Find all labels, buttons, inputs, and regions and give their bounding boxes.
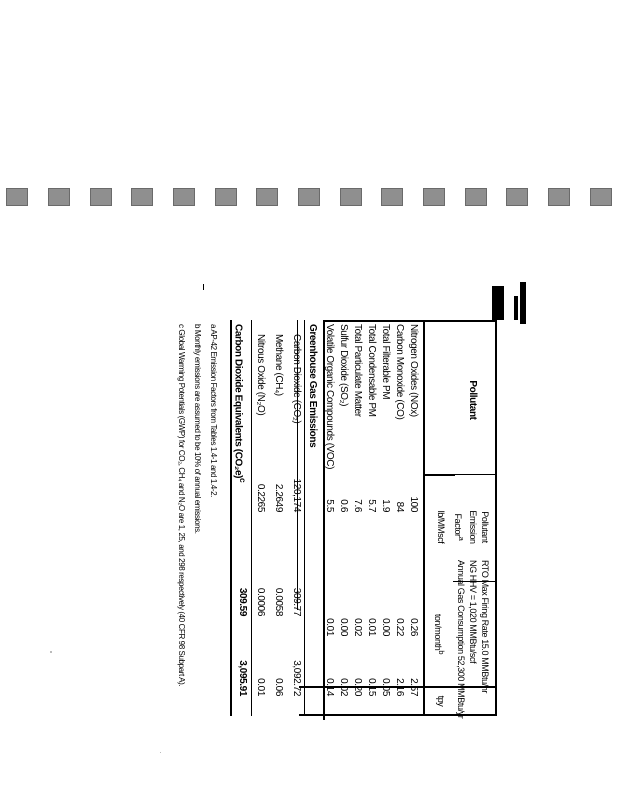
factor-value: 7.6 <box>352 499 363 512</box>
factor-header-line-2: Emission <box>468 510 478 544</box>
tpy-value: 3,092.72 <box>291 660 302 696</box>
header-bottom-rule <box>423 320 425 716</box>
footnote-a: a AP-42 Emission Factors from Tables 1.4-1 and 1.4-2. <box>209 324 218 497</box>
pollutant-name: Total Condensable PM <box>366 324 377 417</box>
factor-value: 1.9 <box>380 499 391 512</box>
redaction-mark <box>514 296 518 320</box>
ton-month-value: 309.77 <box>291 587 302 616</box>
ng-hhv: NG HHV = 1,020 MMBtu/scf <box>468 560 478 664</box>
factor-value: 5.5 <box>324 499 335 512</box>
pollutant-header: Pollutant <box>467 380 478 420</box>
factor-value: 120,174 <box>291 478 302 512</box>
tpy-value: 0.05 <box>380 678 391 696</box>
factor-value: 5.7 <box>366 499 377 512</box>
ton-month-value: 0.01 <box>324 618 335 636</box>
pollutant-name: Carbon Monoxide (CO) <box>394 324 405 420</box>
pollutant-name: Total Particulate Matter <box>352 324 363 417</box>
table-top-border <box>495 320 497 716</box>
ton-month-value: 0.02 <box>352 618 363 636</box>
ton-month-value: 0.22 <box>394 618 405 636</box>
tpy-value: 0.20 <box>352 678 363 696</box>
total-top-rule <box>251 320 252 716</box>
co2e-tpy: 3,095.91 <box>237 660 248 696</box>
factor-value: 84 <box>394 501 405 512</box>
redaction-mark <box>520 282 526 324</box>
pollutant-name: Volatile Organic Compounds (VOC) <box>324 324 335 470</box>
ton-month-value: 0.0058 <box>273 587 284 616</box>
ghg-divider <box>304 320 305 716</box>
factor-header-line-3: Factor$^a$ <box>453 513 466 541</box>
ghg-pollutant-name: Nitrous Oxide (N₂O) <box>255 334 266 416</box>
ghg-pollutant-name: Carbon Dioxide (CO₂) <box>291 334 302 424</box>
tpy-value: 0.15 <box>366 678 377 696</box>
tpy-value: 0.02 <box>338 678 349 696</box>
pollutant-name: Sulfur Dioxide (SO₂) <box>338 324 349 407</box>
ton-month-value: 0.01 <box>366 618 377 636</box>
co2e-ton-month: 309.59 <box>237 587 248 616</box>
footnote-c: c Global Warming Potentials (GWP) for CO₂, CH₄ and N₂O are 1, 25, and 298 respectively (40 CFR 98 Subpart A). <box>177 324 186 687</box>
redaction-mark <box>203 284 204 290</box>
ton-month-value: 0.0006 <box>255 587 266 616</box>
pollutant-name: Nitrogen Oxides (NOx) <box>408 324 419 417</box>
factor-value: 0.6 <box>338 499 349 512</box>
tpy-value: 0.14 <box>324 678 335 696</box>
ghg-section-title: Greenhouse Gas Emissions <box>307 324 318 448</box>
tpy-value: 2.16 <box>394 678 405 696</box>
ghg-pollutant-name: Methane (CH₄) <box>273 334 284 396</box>
factor-units: lb/MMscf <box>436 510 446 544</box>
rto-firing-rate: RTO Max Firing Rate 15.0 MMBtu/hr <box>480 560 490 694</box>
ton-month-value: 0.00 <box>338 618 349 636</box>
annual-gas-consumption: Annual Gas Consumption 52,300 MMBtu/yr <box>456 560 466 719</box>
table-left-border <box>325 320 497 322</box>
ton-month-value: 0.26 <box>408 618 419 636</box>
tpy-value: 0.01 <box>255 678 266 696</box>
total-bottom-rule <box>230 320 232 716</box>
factor-value: 2.2649 <box>273 483 284 512</box>
footnote-b: b Monthly emissions are assumed to be 10% of annual emissions. <box>193 324 202 534</box>
factor-header-line-1: Pollutant <box>480 511 490 543</box>
factor-value: 100 <box>408 496 419 512</box>
tpy-value: 0.06 <box>273 678 284 696</box>
ton-month-header: ton/month$^b$ <box>433 613 446 655</box>
tpy-header: tpy <box>436 695 446 707</box>
factor-value: 0.2265 <box>255 483 266 512</box>
co2e-total-label: Carbon Dioxide Equivalents $(CO_2e)^c$ <box>232 324 248 483</box>
tpy-value: 2.57 <box>408 678 419 696</box>
ton-month-value: 0.00 <box>380 618 391 636</box>
pollutant-name: Total Filterable PM <box>380 324 391 400</box>
redaction-mark <box>492 286 504 320</box>
